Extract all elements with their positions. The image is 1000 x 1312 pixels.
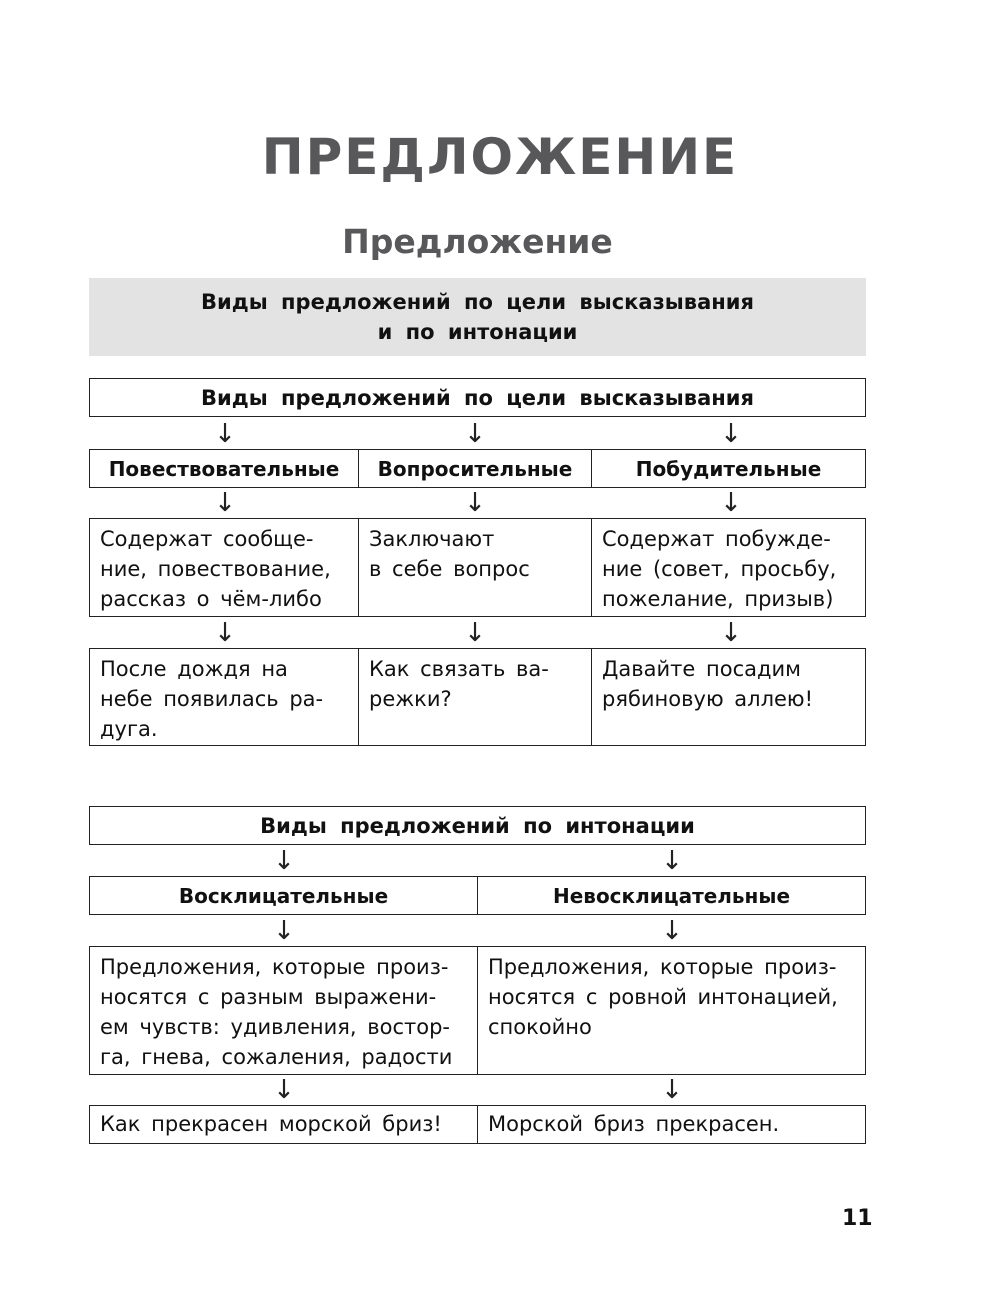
arrow-down-icon: ↓ — [661, 846, 683, 876]
arrow-down-icon: ↓ — [214, 419, 236, 449]
text-line: га, гнева, сожаления, радости — [100, 1045, 453, 1069]
purpose-description-imperative — [592, 519, 865, 616]
text-line: режки? — [369, 687, 452, 711]
text-line: Как прекрасен морской бриз! — [100, 1112, 442, 1136]
purpose-example-interrogative — [359, 649, 592, 745]
text-line: дуга. — [100, 717, 158, 741]
banner-line-2: и по интонации — [377, 320, 578, 344]
purpose-description-interrogative — [359, 519, 592, 616]
intonation-example-row — [89, 1105, 866, 1144]
text-line: Предложения, которые произ- — [100, 955, 449, 979]
text-line: Морской бриз прекрасен. — [488, 1112, 780, 1136]
text-line: Содержат побужде- — [602, 527, 831, 551]
arrow-down-icon: ↓ — [464, 488, 486, 518]
intonation-description-non-exclamatory — [478, 947, 865, 1074]
arrow-down-icon: ↓ — [214, 618, 236, 648]
intonation-description-exclamatory — [90, 947, 478, 1074]
arrow-down-icon: ↓ — [273, 846, 295, 876]
arrow-down-icon: ↓ — [464, 618, 486, 648]
purpose-description-declarative — [90, 519, 359, 616]
purpose-header: Виды предложений по цели высказывания — [89, 378, 866, 417]
text-line: небе появилась ра- — [100, 687, 324, 711]
text-line: Содержат сообще- — [100, 527, 314, 551]
arrow-down-icon: ↓ — [214, 488, 236, 518]
purpose-example-imperative — [592, 649, 865, 745]
intonation-description-row — [89, 946, 866, 1075]
purpose-type-interrogative: Вопросительные — [359, 450, 592, 487]
intonation-example-non-exclamatory — [478, 1106, 865, 1143]
purpose-type-declarative: Повествовательные — [90, 450, 359, 487]
arrow-down-icon: ↓ — [661, 916, 683, 946]
text-line: Давайте посадим — [602, 657, 801, 681]
text-line: спокойно — [488, 1015, 592, 1039]
text-line: После дождя на — [100, 657, 288, 681]
text-line: ние (совет, просьбу, — [602, 557, 837, 581]
banner-line-1: Виды предложений по цели высказывания — [201, 290, 754, 314]
text-line: рассказ о чём-либо — [100, 587, 322, 611]
arrow-down-icon: ↓ — [720, 618, 742, 648]
intonation-type-exclamatory: Восклицательные — [90, 877, 478, 914]
intonation-example-exclamatory — [90, 1106, 478, 1143]
purpose-type-imperative: Побудительные — [635, 456, 822, 481]
text-line: ем чувств: удивления, востор- — [100, 1015, 450, 1039]
arrow-down-icon: ↓ — [720, 419, 742, 449]
intonation-header: Виды предложений по интонации — [89, 806, 866, 845]
arrow-down-icon: ↓ — [273, 1075, 295, 1105]
page-number: 11 — [842, 1206, 873, 1231]
intonation-types-row — [89, 876, 866, 915]
text-line: Предложения, которые произ- — [488, 955, 837, 979]
arrow-down-icon: ↓ — [273, 916, 295, 946]
text-line: рябиновую аллею! — [602, 687, 814, 711]
section-title: Предложение — [342, 222, 613, 261]
arrow-down-icon: ↓ — [661, 1075, 683, 1105]
purpose-types-row — [89, 449, 866, 488]
text-line: носятся с разным выражени- — [100, 985, 437, 1009]
text-line: Заключают — [369, 527, 495, 551]
text-line: ние, повествование, — [100, 557, 331, 581]
topic-banner — [89, 278, 866, 356]
purpose-description-row — [89, 518, 866, 617]
purpose-example-declarative — [90, 649, 359, 745]
arrow-down-icon: ↓ — [720, 488, 742, 518]
arrow-down-icon: ↓ — [464, 419, 486, 449]
text-line: носятся с ровной интонацией, — [488, 985, 838, 1009]
text-line: Как связать ва- — [369, 657, 549, 681]
intonation-type-non-exclamatory: Невосклицательные — [552, 883, 791, 908]
text-line: пожелание, призыв) — [602, 587, 834, 611]
purpose-example-row — [89, 648, 866, 746]
page-title: ПРЕДЛОЖЕНИЕ — [261, 128, 739, 186]
text-line: в себе вопрос — [369, 557, 530, 581]
